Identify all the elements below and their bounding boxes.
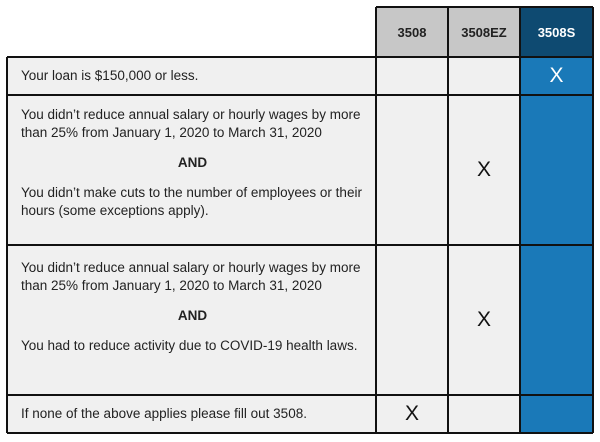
header-3508-label: 3508 (397, 24, 427, 40)
row-1-text: Your loan is $150,000 or less. (21, 68, 199, 83)
header-3508 (376, 7, 448, 57)
row-2-description (7, 95, 376, 245)
row-2-text-b: You didn’t make cuts to the number of employees or their hours (some exceptions apply). (21, 185, 362, 218)
row-2-and: AND (177, 155, 208, 170)
row-4-3508-mark: X (404, 402, 419, 425)
row-2-3508-cell (376, 95, 448, 245)
row-1-3508s-cell (520, 57, 593, 95)
row-4-text: If none of the above applies please fill out 3508. (21, 406, 307, 421)
row-1-3508ez-cell (448, 57, 520, 95)
row-3-3508-cell (376, 245, 448, 395)
row-1-3508s-mark: X (549, 64, 564, 87)
row-4-3508ez-cell (448, 395, 520, 433)
row-4-3508-cell (376, 395, 448, 433)
row-4-3508s-cell (520, 395, 593, 433)
row-3-3508ez-cell (448, 245, 520, 395)
row-1-3508-cell (376, 57, 448, 95)
row-3-description (7, 245, 376, 395)
row-4-description (7, 395, 376, 433)
header-3508s-label: 3508S (537, 24, 576, 40)
header-3508ez (448, 7, 520, 57)
row-1-description (7, 57, 376, 95)
row-2-text-a: You didn’t reduce annual salary or hourly wages by more than 25% from January 1, 2020 to March 31, 2020 (21, 107, 361, 140)
header-3508ez-label: 3508EZ (461, 24, 507, 40)
row-2-3508ez-cell (448, 95, 520, 245)
row-2-3508s-cell (520, 95, 593, 245)
header-3508s (520, 7, 593, 57)
row-3-3508s-cell (520, 245, 593, 395)
row-3-text-b: You had to reduce activity due to COVID-19 health laws. (21, 338, 358, 353)
row-2-3508ez-mark: X (476, 158, 491, 181)
row-3-and: AND (177, 308, 208, 323)
row-3-text-a: You didn’t reduce annual salary or hourly wages by more than 25% from January 1, 2020 to March 31, 2020 (21, 260, 361, 293)
row-3-3508ez-mark: X (476, 308, 491, 331)
